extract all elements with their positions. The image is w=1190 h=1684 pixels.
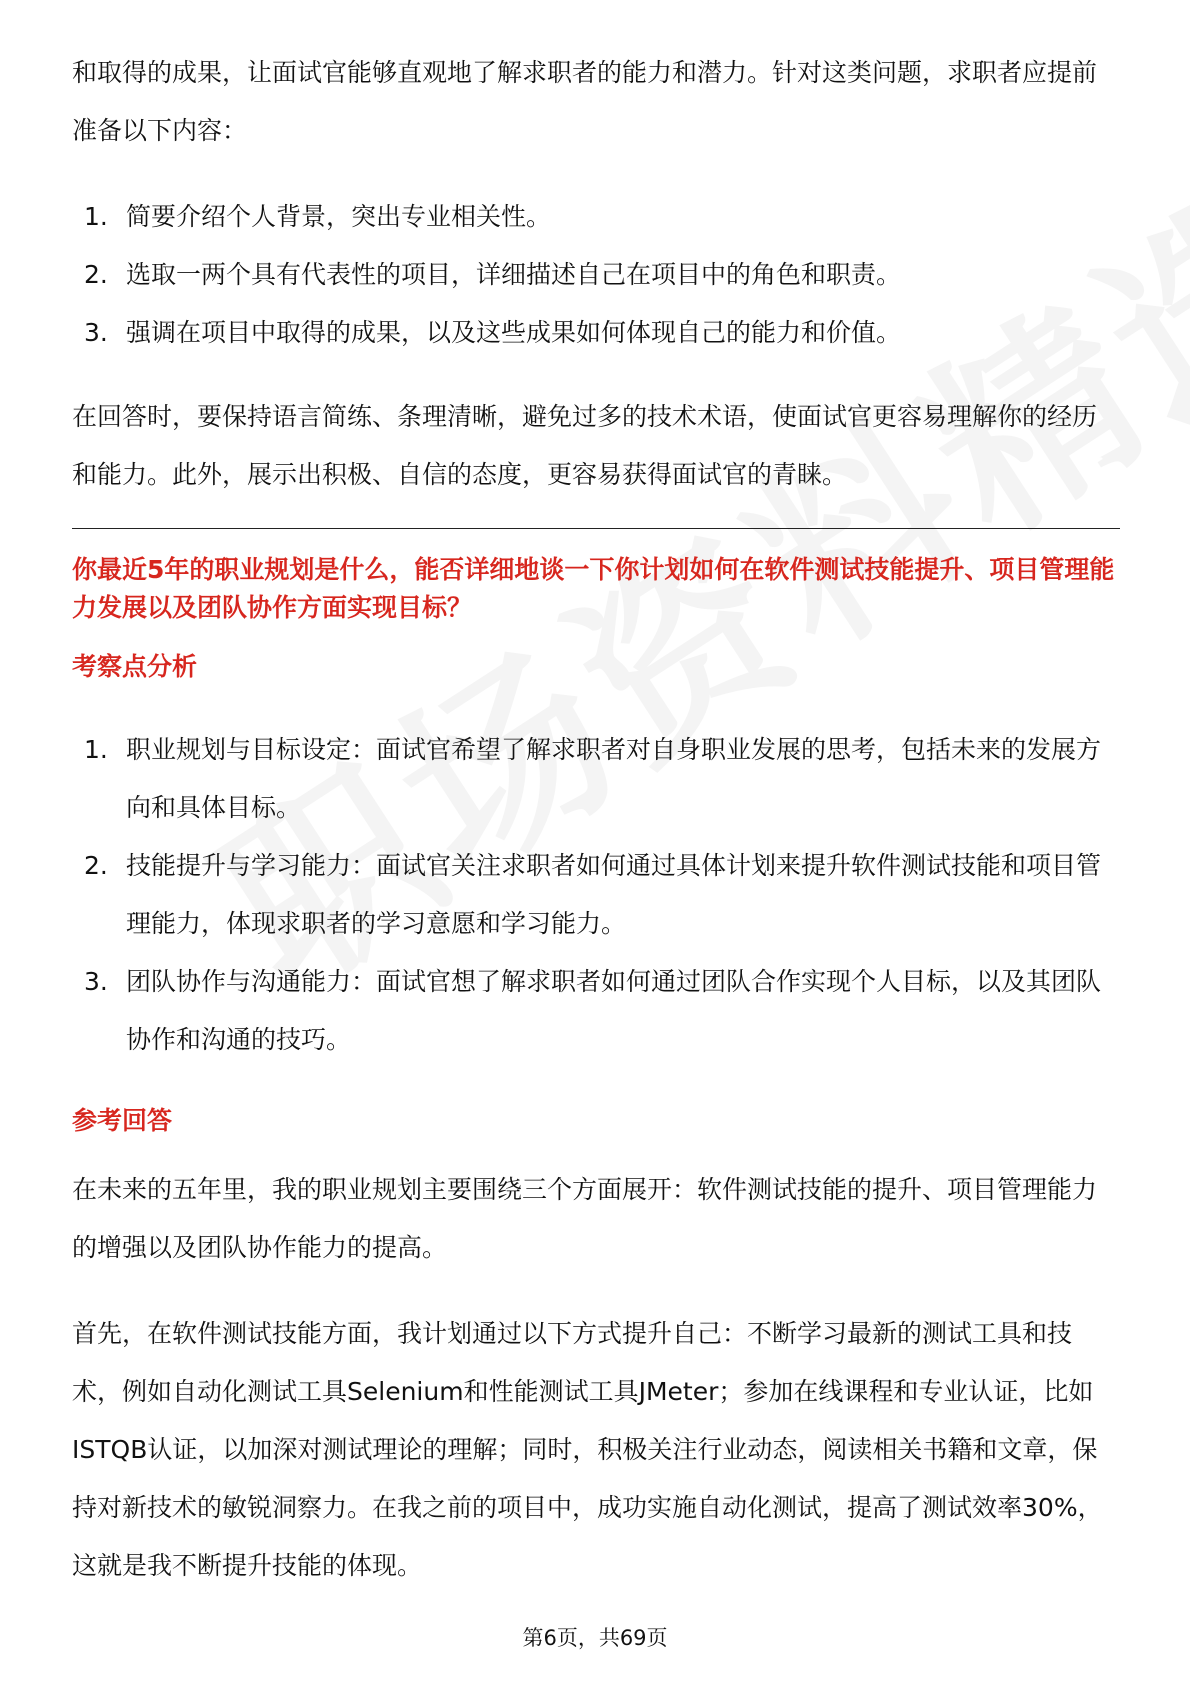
list-item [72,188,1120,246]
list-number: 3. [84,318,108,347]
list-item [72,953,1120,1069]
intro-closing-paragraph: 在回答时，要保持语言简练、条理清晰，避免过多的技术术语，使面试官更容易理解你的经历和能力。此外，展示出积极、自信的态度，更容易获得面试官的青睐。 [72,402,1098,489]
list-number: 2. [84,851,108,880]
intro-list [72,188,1120,362]
question-heading: 你最近5年的职业规划是什么，能否详细地谈一下你计划如何在软件测试技能提升、项目管理能力发展以及团队协作方面实现目标？ [72,555,1115,622]
intro-paragraph: 和取得的成果，让面试官能够直观地了解求职者的能力和潜力。针对这类问题，求职者应提前准备以下内容： [72,58,1098,145]
document-body [72,44,1120,1595]
analysis-heading: 考察点分析 [72,652,198,681]
list-item-text: 团队协作与沟通能力：面试官想了解求职者如何通过团队合作实现个人目标，以及其团队协作和沟通的技巧。 [126,967,1102,1054]
list-number: 1. [84,202,108,231]
answer-paragraph: 首先，在软件测试技能方面，我计划通过以下方式提升自己：不断学习最新的测试工具和技术，例如自动化测试工具Selenium和性能测试工具JMeter；参加在线课程和专业认证，比如ISTQB认证，以加深对测试理论的理解；同时，积极关注行业动态，阅读相关书籍和文章，保持对新技术的敏锐洞察力。在我之前的项目中，成功实施自动化测试，提高了测试效率30%，这就是我不断提升技能的体现。 [72,1319,1103,1580]
list-item [72,246,1120,304]
section-divider [72,528,1120,529]
list-number: 2. [84,260,108,289]
list-item-text: 强调在项目中取得的成果，以及这些成果如何体现自己的能力和价值。 [126,318,902,347]
list-item-text: 技能提升与学习能力：面试官关注求职者如何通过具体计划来提升软件测试技能和项目管理能力，体现求职者的学习意愿和学习能力。 [126,851,1102,938]
list-item [72,837,1120,953]
list-item-text: 选取一两个具有代表性的项目，详细描述自己在项目中的角色和职责。 [126,260,902,289]
spacer [72,1277,1120,1305]
page-number: 第6页，共69页 [522,1626,668,1650]
list-item-text: 职业规划与目标设定：面试官希望了解求职者对自身职业发展的思考，包括未来的发展方向和具体目标。 [126,735,1102,822]
analysis-list [72,721,1120,1069]
list-item-text: 简要介绍个人背景，突出专业相关性。 [126,202,552,231]
answer-heading: 参考回答 [72,1106,173,1135]
list-item [72,721,1120,837]
spacer [72,1147,1120,1161]
list-number: 1. [84,735,108,764]
answer-paragraph: 在未来的五年里，我的职业规划主要围绕三个方面展开：软件测试技能的提升、项目管理能力的增强以及团队协作能力的提高。 [72,1175,1098,1262]
list-item [72,304,1120,362]
list-number: 3. [84,967,108,996]
